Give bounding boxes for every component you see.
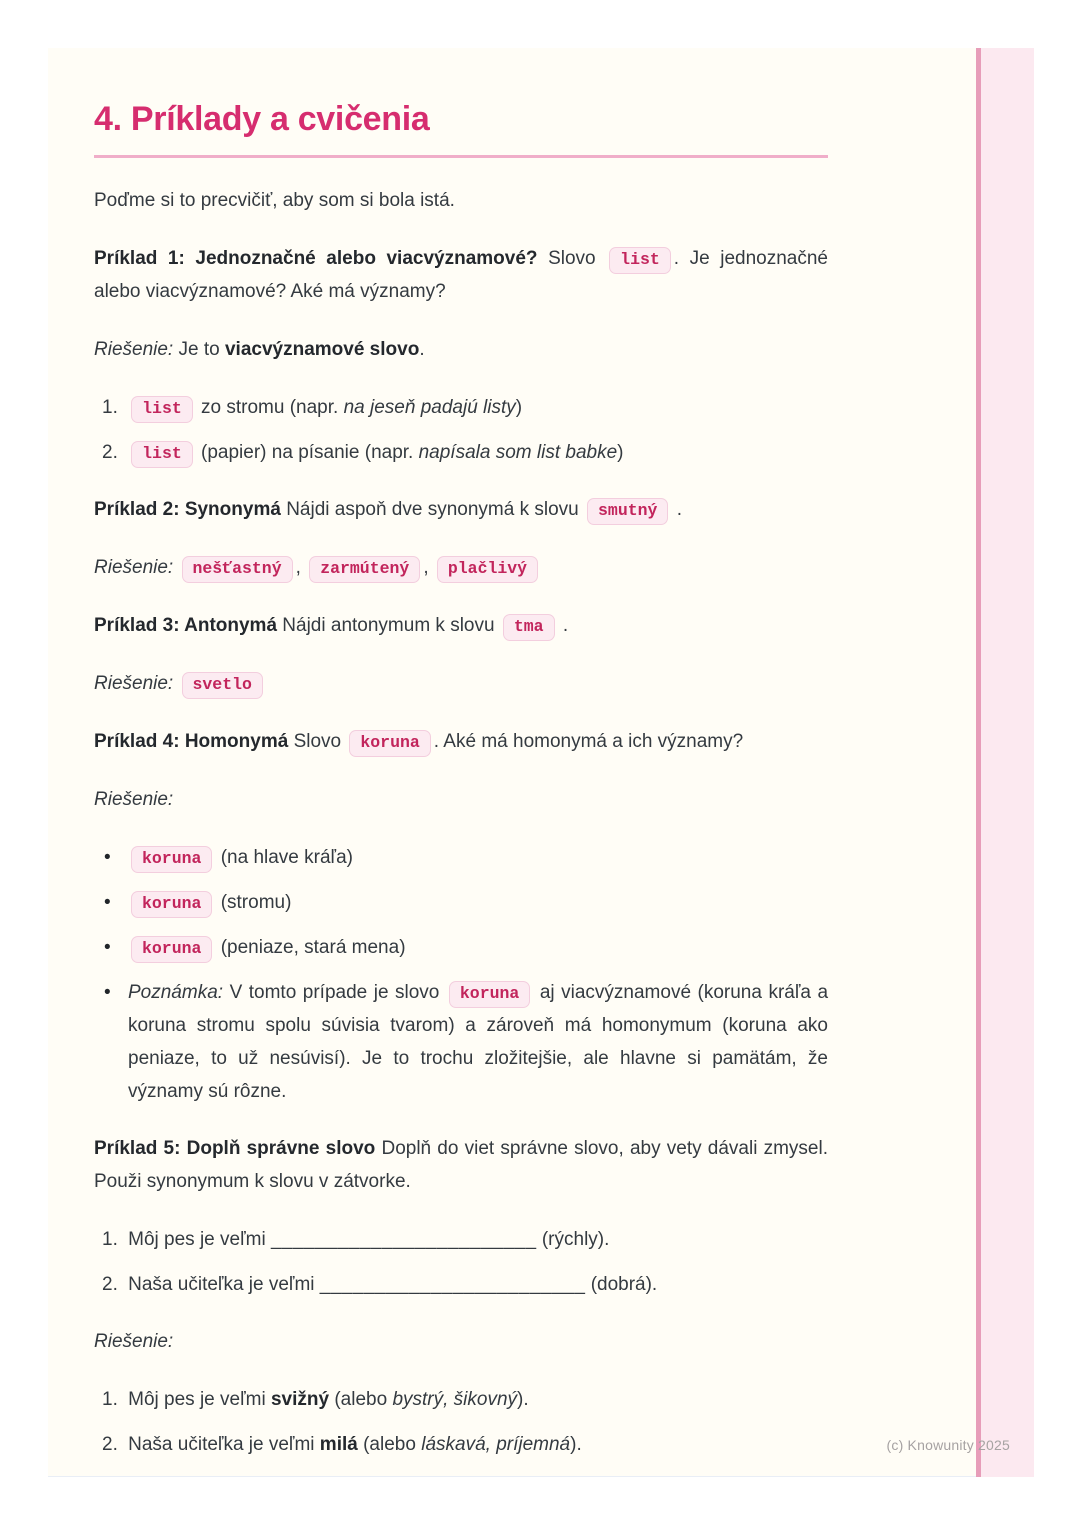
note-content (128, 976, 828, 1108)
alt-answer-italic: šikovný (453, 1388, 518, 1410)
example3-statement (94, 609, 828, 642)
example4-homonyms-list (94, 841, 828, 1108)
bullet-icon: • (104, 891, 111, 913)
solution-label: Riešenie: (94, 556, 174, 578)
example2-period: . (676, 498, 682, 520)
example2-tail: Nájdi aspoň dve synonymá k slovu (286, 498, 579, 520)
term-chip-smutny: smutný (587, 498, 668, 526)
bullet-icon: • (104, 981, 111, 1003)
example1-lead: Slovo (548, 247, 596, 269)
term-chip-koruna: koruna (131, 846, 212, 874)
term-chip-koruna: koruna (449, 981, 530, 1009)
item-content (128, 841, 828, 874)
answer-bold: svižný (270, 1388, 330, 1410)
item-number: 2. (102, 441, 118, 463)
solution-chip: svetlo (182, 672, 263, 700)
example2-title: Príklad 2: Synonymá (94, 498, 281, 520)
item-text: (peniaze, stará mena) (220, 936, 406, 958)
item-text: Môj pes je veľmi (128, 1228, 266, 1250)
chip-separator: , (295, 556, 301, 578)
solution-bold: viacvýznamové slovo (224, 338, 420, 360)
fill-in-blank: ________________________ (319, 1273, 586, 1295)
alt-answer-italic: bystrý, (392, 1388, 449, 1410)
term-chip-tma: tma (503, 614, 555, 642)
term-chip-koruna: koruna (131, 936, 212, 964)
answer-bold: milá (319, 1433, 358, 1455)
list-item (102, 391, 828, 424)
intro-paragraph: Poďme si to precvičiť, aby som si bola istá. (94, 189, 455, 211)
term-chip-koruna: koruna (131, 891, 212, 919)
item-content (128, 931, 828, 964)
alt-answer-italic: príjemná (496, 1433, 571, 1455)
item-hint: (rýchly). (541, 1228, 610, 1250)
example4-tail: . Aké má homonymá a ich významy? (433, 730, 744, 752)
fill-in-blank: ________________________ (270, 1228, 537, 1250)
list-item-note (104, 976, 828, 1108)
item-hint: (dobrá). (590, 1273, 658, 1295)
example3-tail: Nájdi antonymum k slovu (282, 614, 495, 636)
document-content (48, 48, 828, 1461)
bullet-icon: • (104, 936, 111, 958)
title-underline (94, 155, 828, 158)
note-post: aj viacvýznamové (koruna kráľa a koruna stromu spolu súvisia tvarom) a zároveň má homonymum (koruna ako peniaze, to už nesúvisí). Je to trochu zložitejšie, ale hlavne si pamätám, že významy sú rôzne. (128, 981, 829, 1102)
solution-label: Riešenie: (94, 788, 174, 810)
example3-period: . (562, 614, 569, 636)
item-text: Naša učiteľka je veľmi (128, 1433, 315, 1455)
item-example-italic: napísala som list babke (418, 441, 618, 463)
copyright-notice: (c) Knowunity 2025 (886, 1437, 1010, 1453)
example5-title: Príklad 5: Doplň správne slovo (94, 1137, 376, 1159)
example1-statement (94, 242, 828, 308)
list-item (102, 436, 828, 469)
solution-pre: Je to (178, 338, 220, 360)
example4-title: Príklad 4: Homonymá (94, 730, 289, 752)
example2-statement (94, 493, 828, 526)
example5-statement (94, 1132, 828, 1198)
solution-chip: zarmútený (309, 556, 420, 584)
list-item (104, 931, 828, 964)
example4-statement (94, 725, 828, 758)
example2-solution (94, 551, 828, 584)
solution-label: Riešenie: (94, 338, 174, 360)
example5-solution-label (94, 1325, 828, 1358)
item-number: 1. (102, 1228, 118, 1250)
term-chip-list: list (609, 247, 671, 275)
item-mid: (alebo (363, 1433, 416, 1455)
term-chip-koruna: koruna (349, 730, 430, 758)
example3-solution (94, 667, 828, 700)
item-example-italic: na jeseň padajú listy (343, 396, 516, 418)
example1-title: Príklad 1: Jednoznačné alebo viacvýznamové? (94, 247, 538, 269)
example5-exercise-list (94, 1223, 828, 1301)
chip-separator: , (423, 556, 429, 578)
item-number: 1. (102, 1388, 118, 1410)
example1-tail: . Je jednoznačné alebo viacvýznamové? Aké má významy? (94, 247, 828, 302)
item-mid: (alebo (334, 1388, 388, 1410)
item-close: ). (570, 1433, 582, 1455)
item-text: Môj pes je veľmi (128, 1388, 266, 1410)
item-text: zo stromu (napr. (201, 396, 339, 418)
list-item (102, 1268, 828, 1301)
list-item (102, 1383, 828, 1416)
item-close: ) (617, 441, 624, 463)
note-pre: V tomto prípade je slovo (229, 981, 440, 1003)
page-title: 4. Príklady a cvičenia (94, 100, 430, 138)
item-text: (papier) na písanie (napr. (201, 441, 414, 463)
item-text: Naša učiteľka je veľmi (128, 1273, 315, 1295)
example5-solution-list (94, 1383, 828, 1461)
list-item (104, 886, 828, 919)
item-close: ) (515, 396, 523, 418)
right-accent-line (976, 48, 981, 1477)
term-chip-list: list (131, 441, 193, 469)
example3-title: Príklad 3: Antonymá (94, 614, 278, 636)
item-content (128, 886, 828, 919)
bullet-icon: • (104, 846, 111, 868)
example1-meanings-list (94, 391, 828, 469)
list-item (104, 841, 828, 874)
solution-chip: nešťastný (182, 556, 293, 584)
note-label: Poznámka: (128, 981, 224, 1003)
alt-answer-italic: láskavá, (421, 1433, 491, 1455)
example4-solution-label (94, 783, 828, 816)
item-close: ). (517, 1388, 529, 1410)
list-item (102, 1428, 828, 1461)
example4-lead: Slovo (293, 730, 342, 752)
example1-solution (94, 333, 828, 366)
item-text: (na hlave kráľa) (220, 846, 353, 868)
item-number: 2. (102, 1273, 118, 1295)
solution-post: . (419, 338, 425, 360)
list-item (102, 1223, 828, 1256)
item-number: 1. (102, 396, 118, 418)
right-pink-panel (981, 48, 1034, 1477)
solution-label: Riešenie: (94, 672, 174, 694)
solution-label: Riešenie: (94, 1330, 174, 1352)
term-chip-list: list (131, 396, 193, 424)
example5-tail: Doplň do viet správne slovo, aby vety dávali zmysel. Použi synonymum k slovu v zátvorke. (94, 1137, 828, 1192)
item-number: 2. (102, 1433, 118, 1455)
item-text: (stromu) (220, 891, 292, 913)
solution-chip: plačlivý (437, 556, 538, 584)
document-card (48, 48, 976, 1477)
